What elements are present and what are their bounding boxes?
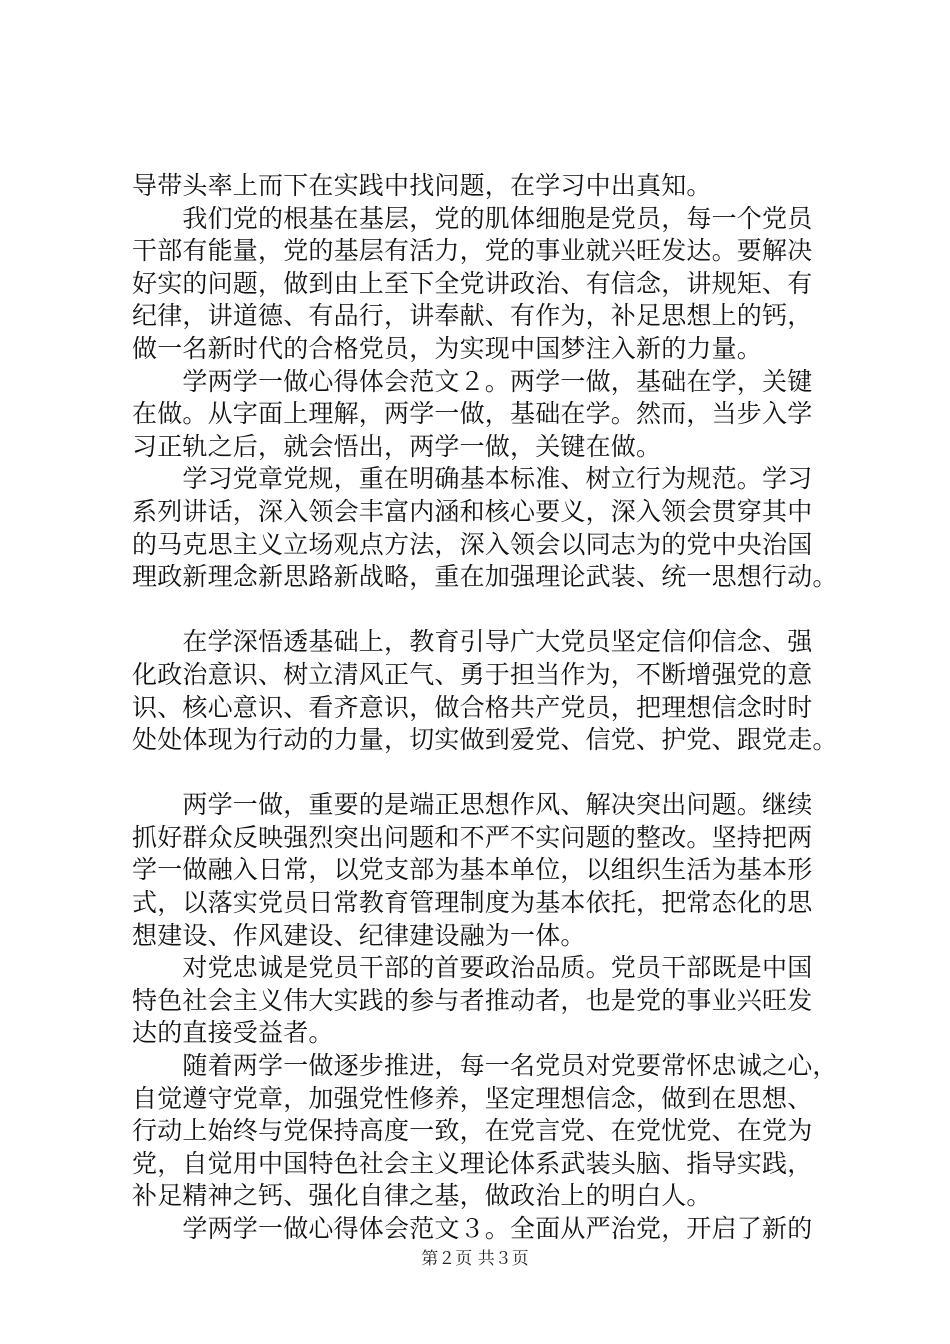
text-line: 达的直接受益者。 [132, 1018, 334, 1048]
text-line: 识、核心意识、看齐意识，做合格共产党员，把理想信念时时 [132, 692, 813, 722]
page-number-footer: 第２页 共３页 [421, 1249, 529, 1269]
document-body [132, 170, 837, 1246]
text-line: 抓好群众反映强烈突出问题和不严不实问题的整改。坚持把两 [132, 822, 813, 852]
text-line: 对党忠诚是党员干部的首要政治品质。党员干部既是中国 [132, 953, 813, 983]
text-line: 自觉遵守党章，加强党性修养，坚定理想信念，做到在思想、 [132, 1083, 813, 1113]
text-line: 学两学一做心得体会范文２。两学一做，基础在学，关键 [132, 366, 813, 396]
text-line: 学两学一做心得体会范文３。全面从严治党，开启了新的 [132, 1214, 813, 1243]
paragraph-gap [132, 594, 837, 627]
text-line: 学习党章党规，重在明确基本标准、树立行为规范。学习 [132, 464, 813, 494]
text-line: 两学一做，重要的是端正思想作风、解决突出问题。继续 [132, 790, 813, 820]
text-line: 党，自觉用中国特色社会主义理论体系武装头脑、指导实践， [132, 1148, 813, 1178]
text-line: 干部有能量，党的基层有活力，党的事业就兴旺发达。要解决 [132, 236, 813, 266]
text-line: 随着两学一做逐步推进，每一名党员对党要常怀忠诚之心， [132, 1051, 838, 1081]
text-line: 系列讲话，深入领会丰富内涵和核心要义，深入领会贯穿其中 [132, 496, 813, 526]
text-line: 我们党的根基在基层，党的肌体细胞是党员，每一个党员 [132, 203, 813, 233]
text-line: 想建设、作风建设、纪律建设融为一体。 [132, 920, 586, 950]
text-line: 导带头率上而下在实践中找问题，在学习中出真知。 [132, 171, 712, 200]
text-line: 的马克思主义立场观点方法，深入领会以同志为的党中央治国 [132, 529, 813, 559]
text-line: 理政新理念新思路新战略，重在加强理论武装、统一思想行动。 [132, 562, 838, 592]
text-line: 学一做融入日常，以党支部为基本单位，以组织生活为基本形 [132, 855, 813, 885]
text-line: 习正轨之后，就会悟出，两学一做，关键在做。 [132, 431, 662, 461]
text-line: 式，以落实党员日常教育管理制度为基本依托，把常态化的思 [132, 888, 813, 918]
text-line: 特色社会主义伟大实践的参与者推动者，也是党的事业兴旺发 [132, 985, 813, 1015]
text-line: 好实的问题，做到由上至下全党讲政治、有信念，讲规矩、有 [132, 268, 813, 298]
text-line: 行动上始终与党保持高度一致，在党言党、在党忧党、在党为 [132, 1116, 813, 1146]
text-line: 在学深悟透基础上，教育引导广大党员坚定信仰信念、强 [132, 627, 813, 657]
text-line: 做一名新时代的合格党员，为实现中国梦注入新的力量。 [132, 333, 763, 363]
text-line: 在做。从字面上理解，两学一做，基础在学。然而，当步入学 [132, 399, 813, 429]
text-line: 纪律，讲道德、有品行，讲奉献、有作为，补足思想上的钙， [132, 301, 813, 331]
text-line: 补足精神之钙、强化自律之基，做政治上的明白人。 [132, 1181, 712, 1211]
paragraph-gap [132, 757, 837, 790]
text-line: 化政治意识、树立清风正气、勇于担当作为，不断增强党的意 [132, 659, 813, 689]
text-line: 处处体现为行动的力量，切实做到爱党、信党、护党、跟党走。 [132, 725, 838, 755]
